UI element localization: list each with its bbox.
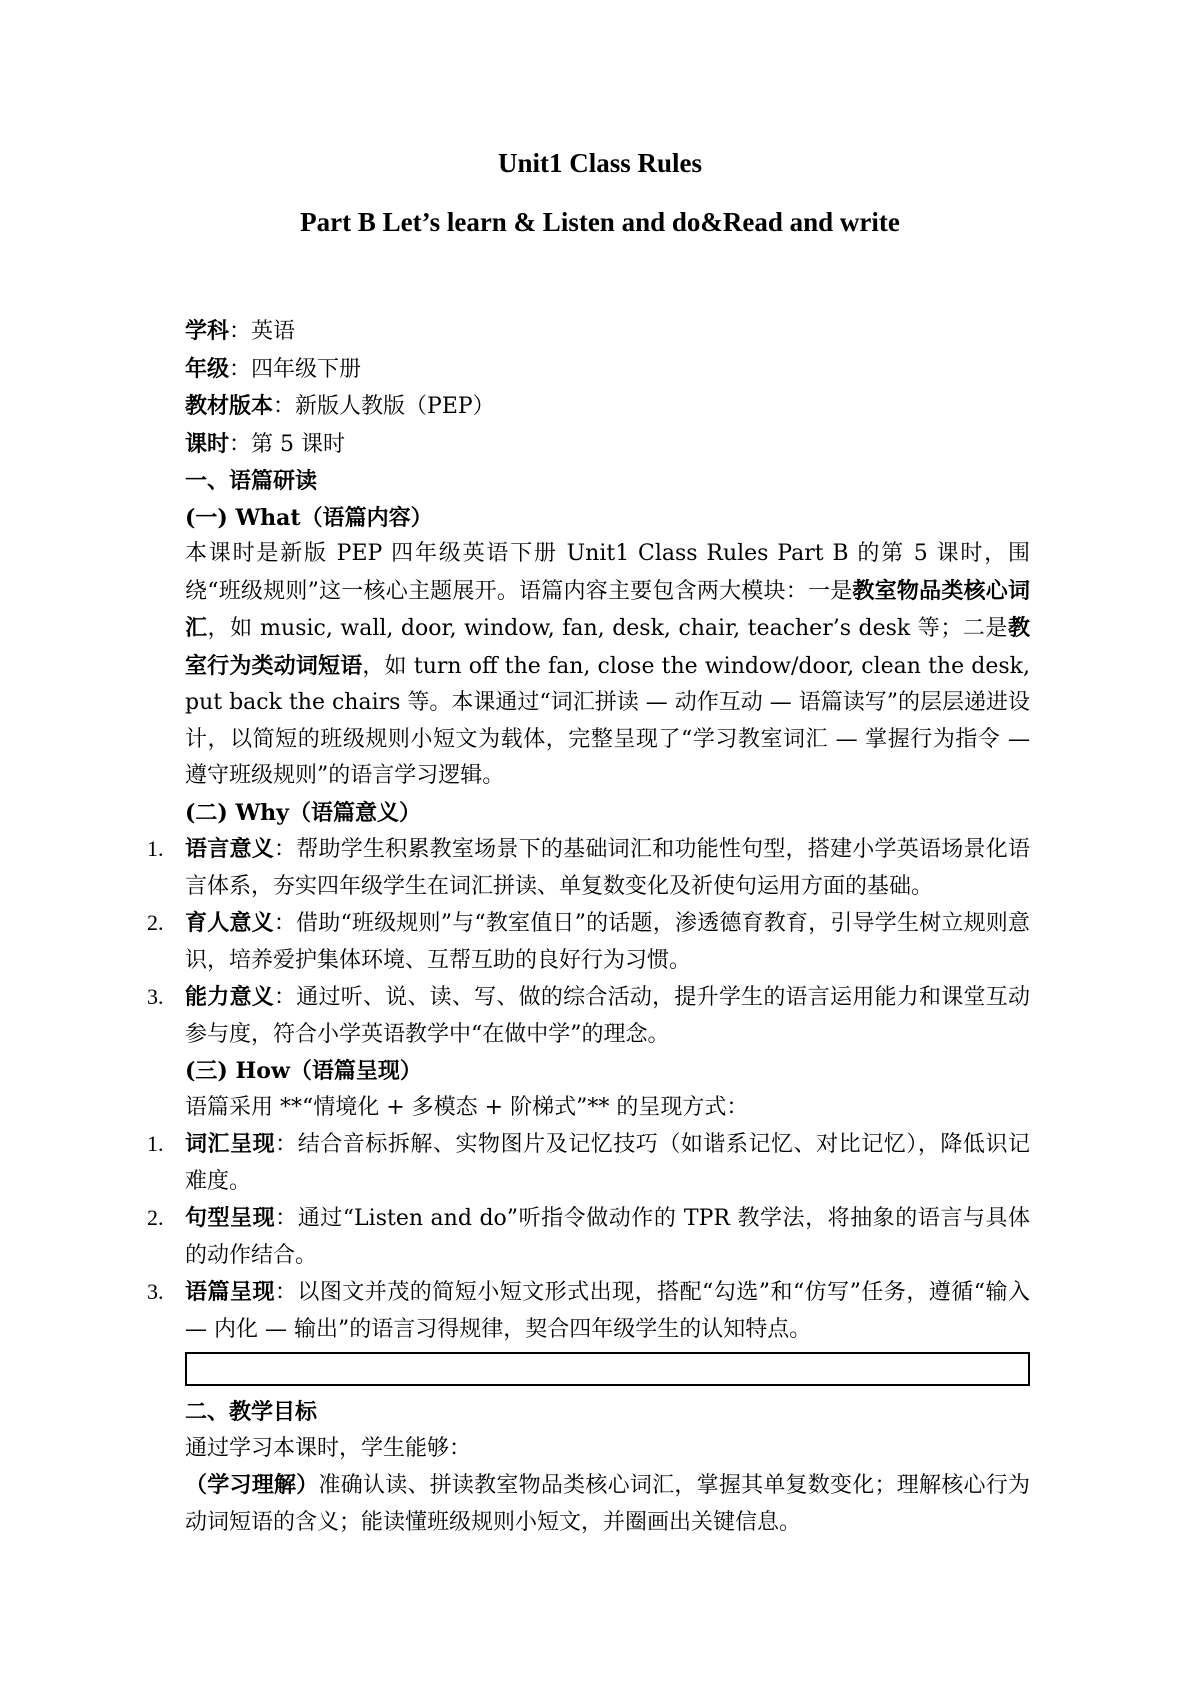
item-label: 语篇呈现 [185,1279,275,1305]
item-number: 1. [147,1131,164,1156]
section1-heading: 一、语篇研读 [185,468,318,494]
what-text-3: ，如 turn off the fan, close the window/door, clean the desk, put back the chairs 等。本课通过“词汇拼读 — 动作互动 — 语篇读写”的层层递进设计，以简短的班级规则小短文为载体，完整呈现了“学习教室词汇 — 掌握行为指令 — 遵守班级规则”的语言学习逻辑。 [185,653,1030,788]
how-item [147,1126,1030,1200]
item-number: 3. [147,1279,164,1304]
meta-lesson [185,426,1030,464]
section2-heading: 二、教学目标 [185,1399,318,1425]
what-text-1: 本课时是新版 PEP 四年级英语下册 Unit1 Class Rules Part B 的第 5 课时，围绕“班级规则”这一核心主题展开。语篇内容主要包含两大模块：一是 [185,541,1030,604]
why-item [147,905,1030,979]
why-heading: (二) Why（语篇意义） [185,799,421,826]
why-item [147,831,1030,905]
item-number: 3. [147,984,164,1009]
meta-label: 教材版本 [185,393,274,419]
what-bold-2: 教室行为类动词短语 [185,615,1030,679]
item-text: ：通过听、说、读、写、做的综合活动，提升学生的语言运用能力和课堂互动参与度，符合小学英语教学中“在做中学”的理念。 [185,985,1030,1047]
item-text: ：结合音标拆解、实物图片及记忆技巧（如谐系记忆、对比记忆），降低识记难度。 [185,1132,1030,1194]
meta-value: ：英语 [229,319,296,344]
item-label: 语言意义 [185,836,274,862]
item-label: 能力意义 [185,984,274,1010]
what-heading: (一) What（语篇内容） [185,504,433,531]
item-label: 句型呈现 [185,1205,276,1231]
item-number: 2. [147,910,164,935]
item-label: 育人意义 [185,910,274,936]
item-number: 2. [147,1205,164,1230]
item-label: 词汇呈现 [185,1131,276,1157]
how-item [147,1200,1030,1274]
doc-subtitle: Part B Let’s learn & Listen and do&Read and write [300,207,900,237]
meta-edition [185,388,1030,426]
goal-text: 准确认读、拼读教室物品类核心词汇，掌握其单复数变化；理解核心行为动词短语的含义；能读懂班级规则小短文，并圈画出关键信息。 [185,1473,1030,1535]
section2-intro: 通过学习本课时，学生能够： [185,1435,472,1461]
how-heading: (三) How（语篇呈现） [185,1058,422,1084]
item-text: ：通过“Listen and do”听指令做动作的 TPR 教学法，将抽象的语言与具体的动作结合。 [185,1206,1030,1268]
meta-label: 学科 [185,318,230,344]
item-text: ：借助“班级规则”与“教室值日”的话题，渗透德育教育，引导学生树立规则意识，培养爱护集体环境、互帮互助的良好行为习惯。 [185,911,1030,973]
what-text-2: ，如 music, wall, door, window, fan, desk, chair, teacher’s desk 等；二是 [207,616,1008,641]
meta-value: ：新版人教版（PEP） [273,394,495,419]
how-intro: 语篇采用 **“情境化 + 多模态 + 阶梯式”** 的呈现方式： [185,1094,749,1120]
how-item [147,1274,1030,1348]
meta-subject [185,313,1030,351]
meta-value: ：第 5 课时 [229,431,345,457]
empty-table-box [185,1352,1030,1386]
meta-value: ：四年级下册 [229,356,362,382]
goal-label: （学习理解） [185,1472,319,1498]
meta-label: 年级 [185,355,230,382]
doc-title: Unit1 Class Rules [497,148,703,178]
doc-body [147,313,1030,1541]
meta-grade [185,351,1030,389]
what-paragraph [185,536,1030,795]
what-bold-1: 教室物品类核心词汇 [185,577,1030,641]
meta-label: 课时 [185,430,230,457]
goal-paragraph [185,1467,1030,1541]
item-text: ：以图文并茂的简短小短文形式出现，搭配“勾选”和“仿写”任务，遵循“输入 — 内化 — 输出”的语言习得规律，契合四年级学生的认知特点。 [185,1280,1030,1342]
item-number: 1. [147,836,164,861]
why-item [147,979,1030,1053]
item-text: ：帮助学生积累教室场景下的基础词汇和功能性句型，搭建小学英语场景化语言体系，夯实四年级学生在词汇拼读、单复数变化及祈使句运用方面的基础。 [185,837,1030,899]
